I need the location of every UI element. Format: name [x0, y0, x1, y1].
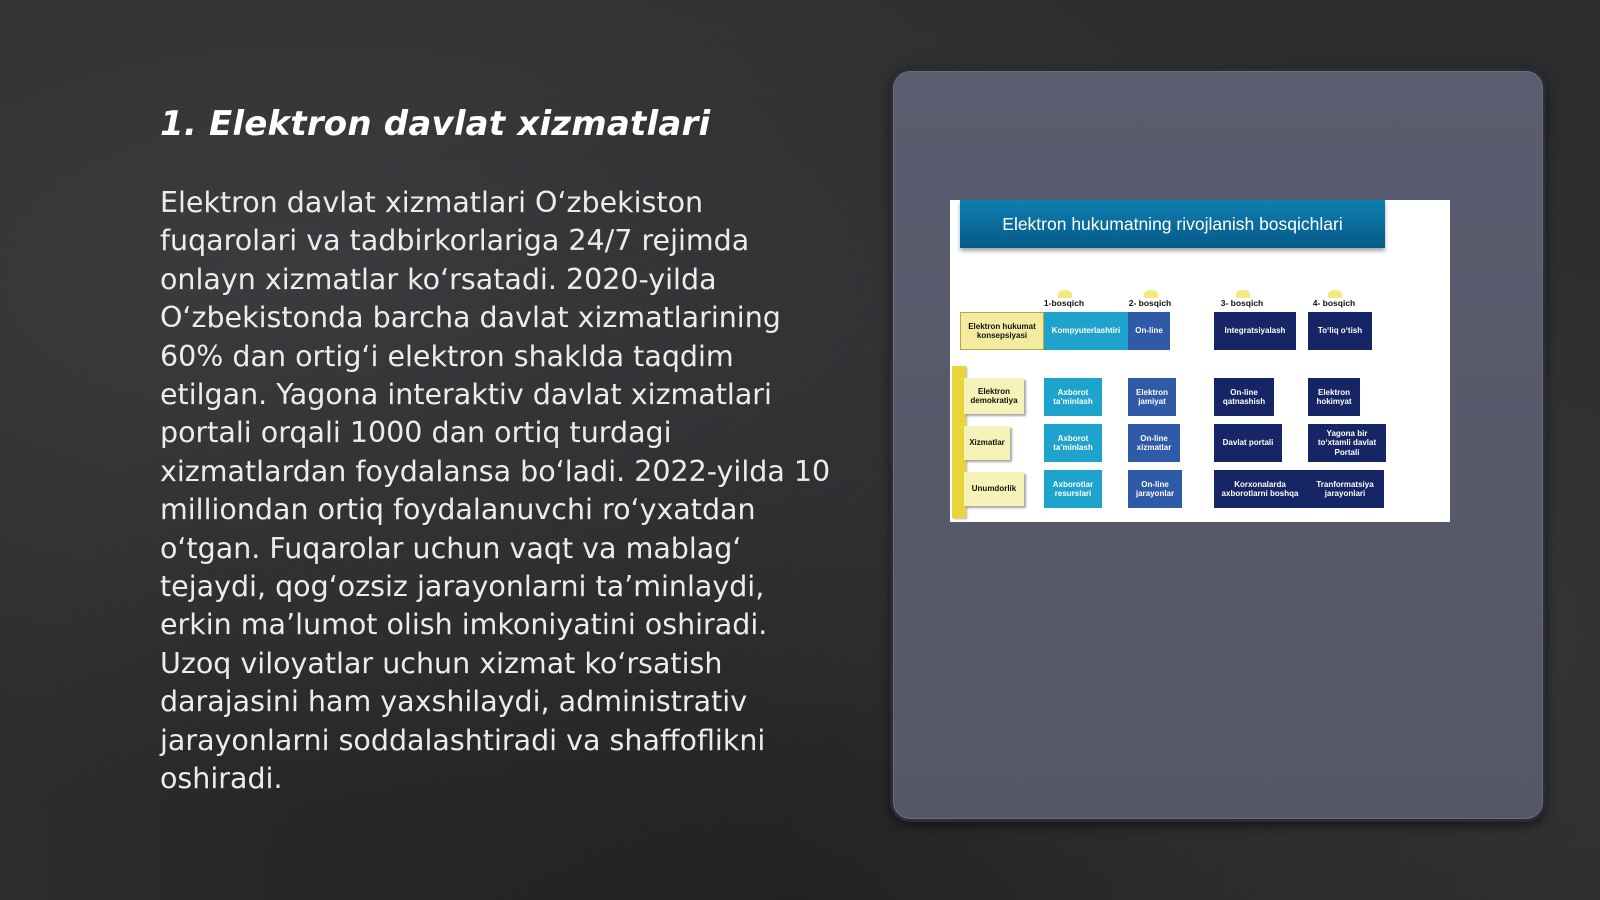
row1-cell-1: Axborot ta’minlash: [1044, 378, 1102, 416]
stages-diagram: [950, 200, 1450, 522]
concept-box: Elektron hukumat konsepsiyasi: [960, 312, 1044, 350]
diagram-header: Elektron hukumatning rivojlanish bosqichlari: [960, 200, 1385, 248]
computerize-box: Kompyuterlashtiri: [1044, 312, 1128, 350]
row2-cell-2: On-line xizmatlar: [1128, 424, 1180, 462]
row3-cell-1: Axborotlar resurslari: [1044, 470, 1102, 508]
row1-cell-4: Elektron hokimyat: [1308, 378, 1360, 416]
online-box: On-line: [1128, 312, 1170, 350]
row3-cell-2: On-line jarayonlar: [1128, 470, 1182, 508]
slide-title: 1. Elektron davlat xizmatlari: [160, 104, 711, 144]
full-transition-box: To‘liq o‘tish: [1308, 312, 1372, 350]
row-label-democracy: Elektron demokratiya: [964, 378, 1024, 414]
row1-cell-3: On-line qatnashish: [1214, 378, 1274, 416]
row2-cell-4: Yagona bir to‘xtamli davlat Portali: [1308, 424, 1386, 462]
row2-cell-3: Davlat portali: [1214, 424, 1282, 462]
row-label-productivity: Unumdorlik: [964, 472, 1024, 506]
row3-cell-4: Tranformatsiya jarayonlari: [1306, 470, 1384, 508]
row3-cell-3: Korxonalarda axborotlarni boshqa: [1214, 470, 1306, 508]
row1-cell-2: Elektron jamiyat: [1128, 378, 1176, 416]
stage-label-1: 1-bosqich: [1034, 298, 1094, 308]
stage-label-4: 4- bosqich: [1304, 298, 1364, 308]
row-label-services: Xizmatlar: [964, 426, 1010, 460]
slide-body-text: Elektron davlat xizmatlari O‘zbekiston fuqarolari va tadbirkorlariga 24/7 rejimda onlayn xizmatlar ko‘rsatadi. 2020-yilda O‘zbekistonda barcha davlat xizmatlarining 60% dan ortig‘i elektron shaklda taqdim etilgan. Yagona interaktiv davlat xizmatlari portali orqali 1000 dan ortiq turdagi xizmatlardan foydalansa bo‘ladi. 2022-yilda 10 milliondan ortiq foydalanuvchi ro‘yxatdan o‘tgan. Fuqarolar uchun vaqt va mablag‘ tejaydi, qog‘ozsiz jarayonlarni ta’minlaydi, erkin ma’lumot olish imkoniyatini oshiradi. Uzoq viloyatlar uchun xizmat ko‘rsatish darajasini ham yaxshilaydi, administrativ jarayonlarni soddalashtiradi va shaffoflikni oshiradi.: [160, 186, 831, 796]
row2-cell-1: Axborot ta’minlash: [1044, 424, 1102, 462]
integrate-box: Integratsiyalash: [1214, 312, 1296, 350]
stage-label-2: 2- bosqich: [1120, 298, 1180, 308]
stage-label-3: 3- bosqich: [1212, 298, 1272, 308]
